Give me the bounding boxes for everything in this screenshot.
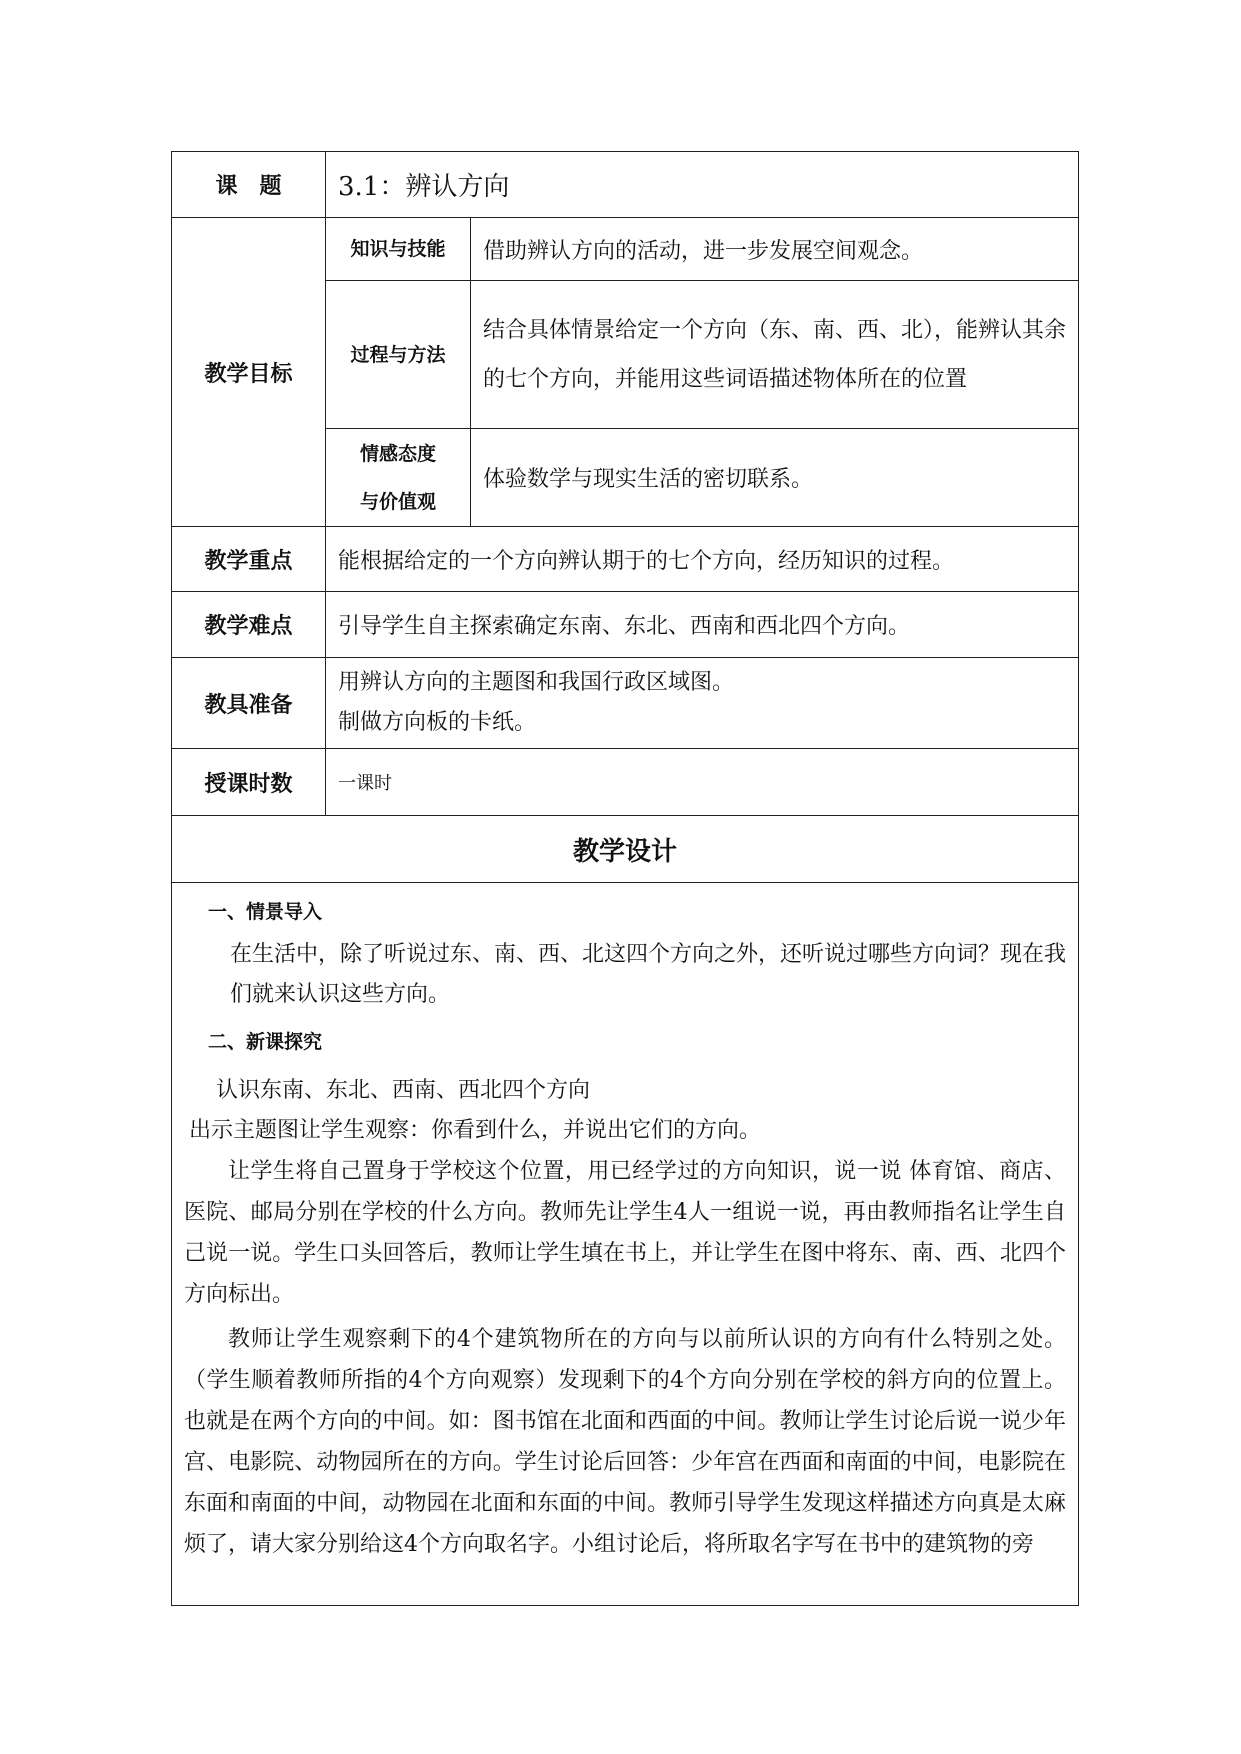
hours-label: 授课时数: [172, 749, 326, 816]
design-body: [172, 883, 1079, 1606]
tools-line-1: 用辨认方向的主题图和我国行政区域图。: [338, 670, 735, 695]
key-point-row: [172, 527, 1079, 592]
objective-label-process: 过程与方法: [326, 281, 471, 429]
section-2-title: 二、新课探究: [208, 1031, 323, 1053]
topic-value: 3.1：辨认方向: [326, 152, 1079, 218]
tools-label: 教具准备: [172, 658, 326, 749]
lesson-plan-page: [171, 151, 1078, 1606]
hours-row: [172, 749, 1079, 816]
objective-text-attitude: 体验数学与现实生活的密切联系。: [471, 429, 1079, 527]
key-point-value: 能根据给定的一个方向辨认期于的七个方向，经历知识的过程。: [326, 527, 1079, 592]
section-1-title: 一、情景导入: [208, 901, 323, 923]
section-1-text: 在生活中，除了听说过东、南、西、北这四个方向之外，还听说过哪些方向词？现在我们就来认识这些方向。: [230, 942, 1067, 1007]
design-title-row: [172, 816, 1079, 883]
objective-row-knowledge: [172, 218, 1079, 281]
design-title: 教学设计: [172, 816, 1079, 883]
difficulty-value: 引导学生自主探索确定东南、东北、西南和西北四个方向。: [326, 592, 1079, 658]
objective-label-attitude: 情感态度与价值观: [326, 429, 471, 527]
objective-label-knowledge: 知识与技能: [326, 218, 471, 281]
difficulty-label: 教学难点: [172, 592, 326, 658]
topic-label: 课 题: [172, 152, 326, 218]
difficulty-row: [172, 592, 1079, 658]
hours-value: 一课时: [326, 749, 1079, 816]
tools-line-2: 制做方向板的卡纸。: [338, 710, 537, 735]
tools-row: [172, 658, 1079, 749]
tools-value: [326, 658, 1079, 749]
explore-paragraph-1: 让学生将自己置身于学校这个位置，用已经学过的方向知识，说一说 体育馆、商店、医院、邮局分别在学校的什么方向。教师先让学生4人一组说一说，再由教师指名让学生自己说一说。学生口头回答后，教师让学生填在书上，并让学生在图中将东、南、西、北四个方向标出。: [184, 1159, 1067, 1307]
objective-text-knowledge: 借助辨认方向的活动，进一步发展空间观念。: [471, 218, 1079, 281]
topic-row: [172, 152, 1079, 218]
objective-text-process: 结合具体情景给定一个方向（东、南、西、北），能辨认其余的七个方向，并能用这些词语描述物体所在的位置: [471, 281, 1079, 429]
key-point-label: 教学重点: [172, 527, 326, 592]
design-body-row: [172, 883, 1079, 1606]
explore-line-1: 认识东南、东北、西南、西北四个方向: [216, 1078, 591, 1103]
objectives-label: 教学目标: [172, 218, 326, 527]
explore-paragraph-2: 教师让学生观察剩下的4个建筑物所在的方向与以前所认识的方向有什么特别之处。（学生顺着教师所指的4个方向观察）发现剩下的4个方向分别在学校的斜方向的位置上。也就是在两个方向的中间。如：图书馆在北面和西面的中间。教师让学生讨论后说一说少年宫、电影院、动物园所在的方向。学生讨论后回答：少年宫在西面和南面的中间，电影院在东面和南面的中间，动物园在北面和东面的中间。教师引导学生发现这样描述方向真是太麻烦了，请大家分别给这4个方向取名字。小组讨论后，将所取名字写在书中的建筑物的旁: [184, 1327, 1067, 1557]
lesson-plan-table: [171, 151, 1079, 1606]
explore-line-2: 出示主题图让学生观察：你看到什么，并说出它们的方向。: [189, 1118, 762, 1143]
